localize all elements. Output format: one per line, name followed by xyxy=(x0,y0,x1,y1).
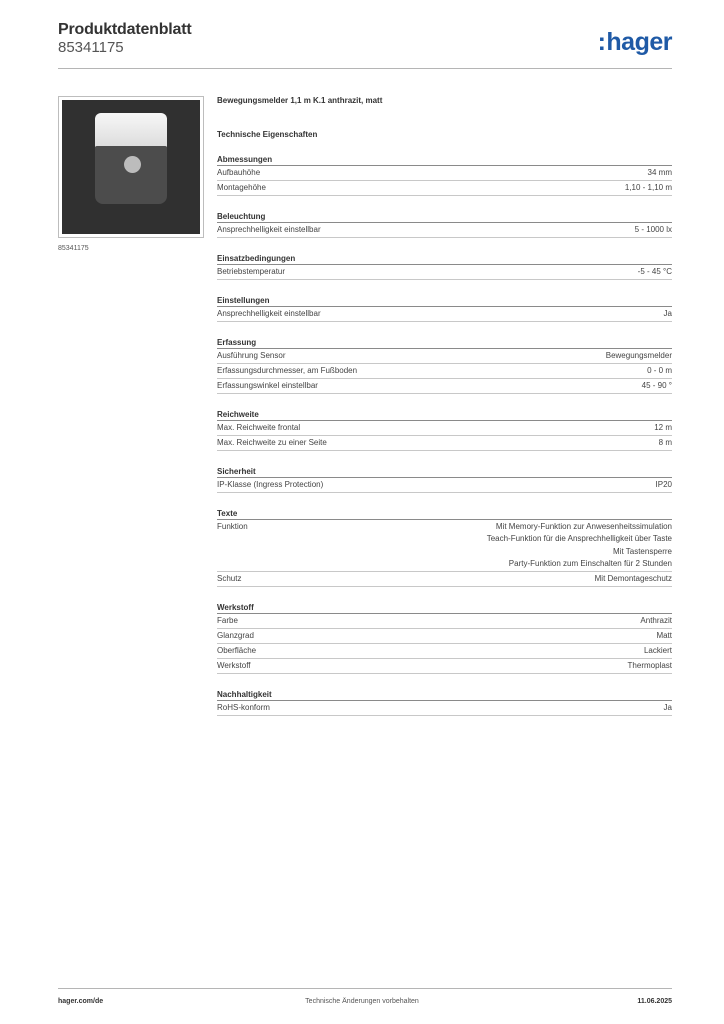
spec-value: Ja xyxy=(663,703,672,713)
image-caption: 85341175 xyxy=(58,245,89,252)
header-divider xyxy=(58,68,672,69)
spec-label: Ansprechhelligkeit einstellbar xyxy=(217,225,321,234)
spec-group xyxy=(217,337,672,394)
spec-group-title: Einstellungen xyxy=(217,295,672,307)
spec-label: Betriebstemperatur xyxy=(217,267,286,276)
spec-label: Erfassungswinkel einstellbar xyxy=(217,381,318,390)
spec-group-title: Texte xyxy=(217,508,672,520)
spec-group xyxy=(217,508,672,587)
spec-group xyxy=(217,295,672,322)
spec-row xyxy=(217,223,672,238)
spec-group-title: Erfassung xyxy=(217,337,672,349)
spec-groups xyxy=(217,154,672,716)
spec-group-title: Werkstoff xyxy=(217,602,672,614)
spec-row xyxy=(217,181,672,196)
spec-label: RoHS-konform xyxy=(217,703,270,713)
spec-value: 5 - 1000 lx xyxy=(634,225,672,234)
spec-group-title: Abmessungen xyxy=(217,154,672,166)
spec-row xyxy=(217,307,672,322)
footer-website: hager.com/de xyxy=(58,998,104,1005)
spec-row xyxy=(217,436,672,451)
spec-row xyxy=(217,478,672,493)
logo-text: hager xyxy=(606,28,672,56)
footer-divider xyxy=(58,988,672,989)
spec-value: 8 m xyxy=(658,438,672,447)
spec-label: Max. Reichweite zu einer Seite xyxy=(217,438,327,447)
spec-row xyxy=(217,379,672,394)
spec-label: Funktion xyxy=(217,522,248,531)
spec-row xyxy=(217,349,672,364)
spec-label: Ausführung Sensor xyxy=(217,351,286,360)
sensor-housing xyxy=(95,146,167,204)
spec-content xyxy=(217,96,672,716)
spec-row xyxy=(217,701,672,716)
spec-value: IP20 xyxy=(655,480,672,489)
spec-row xyxy=(217,659,672,674)
spec-label: Ansprechhelligkeit einstellbar xyxy=(217,309,321,318)
spec-row xyxy=(217,421,672,436)
document-title: Produktdatenblatt xyxy=(58,21,192,38)
spec-value: Thermoplast xyxy=(627,661,672,671)
spec-row xyxy=(217,520,672,572)
product-name: Bewegungsmelder 1,1 m K.1 anthrazit, matt xyxy=(217,96,383,105)
sensor-lens-cap xyxy=(95,113,167,148)
spec-row xyxy=(217,614,672,629)
spec-label: Schutz xyxy=(217,574,242,584)
spec-group-title: Reichweite xyxy=(217,409,672,421)
spec-value: 45 - 90 ° xyxy=(641,381,672,390)
spec-label: Farbe xyxy=(217,616,238,626)
spec-row xyxy=(217,629,672,644)
spec-value: Anthrazit xyxy=(640,616,672,626)
product-image xyxy=(58,96,204,238)
spec-value: 1,10 - 1,10 m xyxy=(624,183,672,192)
sensor-light-eye xyxy=(124,156,141,173)
spec-row xyxy=(217,166,672,181)
spec-group xyxy=(217,466,672,493)
article-number: 85341175 xyxy=(58,39,124,56)
spec-label: IP-Klasse (Ingress Protection) xyxy=(217,480,324,489)
spec-value: 34 mm xyxy=(647,168,672,177)
spec-group xyxy=(217,154,672,196)
spec-row xyxy=(217,364,672,379)
spec-value: 0 - 0 m xyxy=(647,366,672,375)
spec-group xyxy=(217,602,672,674)
spec-label: Glanzgrad xyxy=(217,631,254,641)
spec-label: Oberfläche xyxy=(217,646,257,656)
spec-value: Bewegungsmelder xyxy=(605,351,672,360)
spec-group-title: Nachhaltigkeit xyxy=(217,689,672,701)
spec-row xyxy=(217,644,672,659)
hager-logo xyxy=(598,28,672,57)
spec-group xyxy=(217,253,672,280)
logo-colon: : xyxy=(597,28,606,56)
spec-label: Erfassungsdurchmesser, am Fußboden xyxy=(217,366,358,375)
spec-label: Aufbauhöhe xyxy=(217,168,261,177)
spec-value: Mit Memory-Funktion zur Anwesenheitssimulation Teach-Funktion für die Ansprechhelligkeit über Taste Mit Tastensperre Party-Funktion zum Einschalten für 2 Stunden xyxy=(486,522,672,568)
spec-value: 12 m xyxy=(654,423,672,432)
spec-label: Werkstoff xyxy=(217,661,251,671)
spec-row xyxy=(217,572,672,587)
spec-value: Mit Demontageschutz xyxy=(594,574,672,584)
spec-group-title: Sicherheit xyxy=(217,466,672,478)
spec-group-title: Beleuchtung xyxy=(217,211,672,223)
footer-date: 11.06.2025 xyxy=(637,998,672,1005)
spec-heading: Technische Eigenschaften xyxy=(217,130,318,139)
spec-value: Ja xyxy=(663,309,672,318)
spec-value: -5 - 45 °C xyxy=(637,267,672,276)
spec-group-title: Einsatzbedingungen xyxy=(217,253,672,265)
spec-value: Matt xyxy=(656,631,672,641)
spec-value: Lackiert xyxy=(643,646,672,656)
spec-row xyxy=(217,265,672,280)
spec-label: Max. Reichweite frontal xyxy=(217,423,301,432)
spec-group xyxy=(217,211,672,238)
footer-notice: Technische Änderungen vorbehalten xyxy=(305,998,419,1005)
spec-group xyxy=(217,689,672,716)
spec-label: Montagehöhe xyxy=(217,183,266,192)
product-photo xyxy=(62,100,200,234)
spec-group xyxy=(217,409,672,451)
